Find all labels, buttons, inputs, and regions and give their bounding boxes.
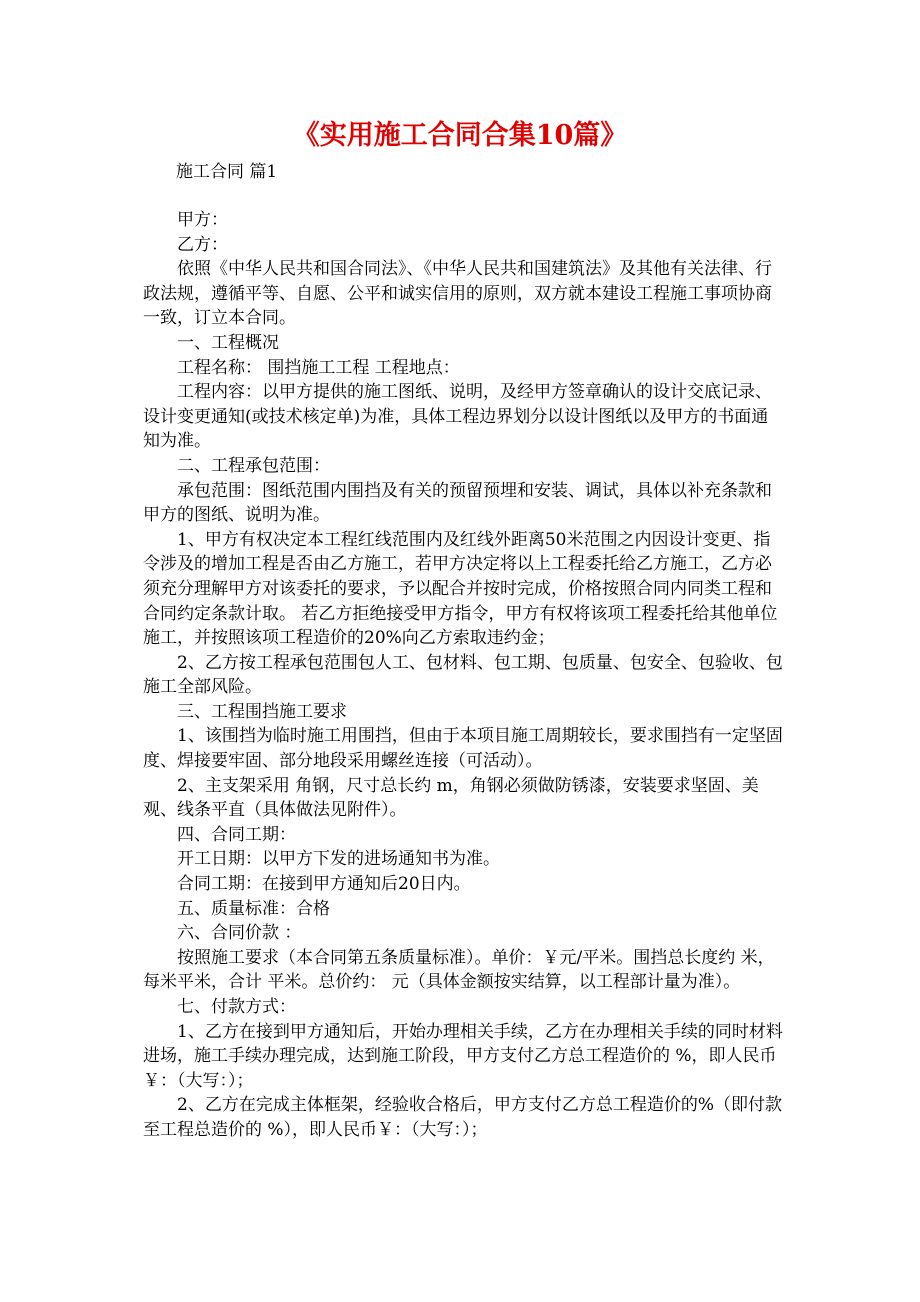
paragraph: 二、工程承包范围： — [177, 455, 330, 476]
paragraph: 2、乙方在完成主体框架，经验收合格后，甲方支付乙方总工程造价的%（即付款至工程总造价的 %），即人民币￥：（大写：）； — [143, 1095, 782, 1140]
paragraph: 工程名称： 围挡施工工程 工程地点： — [177, 357, 460, 378]
document-title: 《实用施工合同合集10篇》 — [292, 120, 628, 151]
paragraph: 乙方： — [177, 234, 228, 255]
paragraph: 1、甲方有权决定本工程红线范围内及红线外距离50米范围之内因设计变更、指令涉及的增加工程是否由乙方施工，若甲方决定将以上工程委托给乙方施工，乙方必须充分理解甲方对该委托的要求，予以配合并按时完成，价格按照合同内同类工程和合同约定条款计取。 若乙方拒绝接受甲方指令，甲方有权将该项工程委托给其他单位施工，并按照该项工程造价的20%向乙方索取违约金； — [143, 529, 778, 649]
paragraph: 五、质量标准：合格 — [177, 898, 330, 919]
paragraph: 一、工程概况 — [177, 332, 279, 353]
paragraph: 2、乙方按工程承包范围包人工、包材料、包工期、包质量、包安全、包验收、包施工全部风险。 — [143, 652, 783, 698]
section-heading: 施工合同 篇1 — [176, 162, 278, 182]
paragraph: 三、工程围挡施工要求 — [177, 701, 347, 722]
paragraph: 承包范围：图纸范围内围挡及有关的预留预埋和安装、调试，具体以补充条款和甲方的图纸、说明为准。 — [143, 480, 772, 526]
paragraph: 1、该围挡为临时施工用围挡，但由于本项目施工周期较长，要求围挡有一定坚固度、焊接要牢固、部分地段采用螺丝连接（可活动）。 — [143, 726, 783, 772]
paragraph: 按照施工要求（本合同第五条质量标准）。单价：￥元/平米。围挡总长度约 米，每米平米，合计 平米。总价约： 元（具体金额按实结算，以工程部计量为准）。 — [143, 947, 775, 993]
paragraph: 1、乙方在接到甲方通知后，开始办理相关手续，乙方在办理相关手续的同时材料进场，施工手续办理完成，达到施工阶段，甲方支付乙方总工程造价的 %，即人民币￥：（大写：）； — [143, 1021, 783, 1091]
paragraph: 开工日期：以甲方下发的进场通知书为准。 — [177, 849, 500, 870]
paragraph: 四、合同工期： — [177, 824, 296, 845]
document-body — [143, 208, 783, 1143]
paragraph: 工程内容：以甲方提供的施工图纸、说明，及经甲方签章确认的设计交底记录、设计变更通知(或技术核定单)为准，具体工程边界划分以设计图纸以及甲方的书面通知为准。 — [143, 382, 772, 452]
paragraph: 2、主支架采用 角钢，尺寸总长约 m，角钢必须做防锈漆，安装要求坚固、美观、线条平直（具体做法见附件）。 — [143, 775, 759, 821]
paragraph: 合同工期：在接到甲方通知后20日内。 — [177, 874, 471, 895]
paragraph: 依照《中华人民共和国合同法》、《中华人民共和国建筑法》及其他有关法律、行政法规，遵循平等、自愿、公平和诚实信用的原则，双方就本建设工程施工事项协商一致，订立本合同。 — [143, 259, 772, 329]
paragraph: 六、合同价款 ： — [177, 923, 302, 944]
paragraph: 甲方： — [177, 210, 228, 230]
paragraph: 七、付款方式： — [177, 997, 296, 1017]
